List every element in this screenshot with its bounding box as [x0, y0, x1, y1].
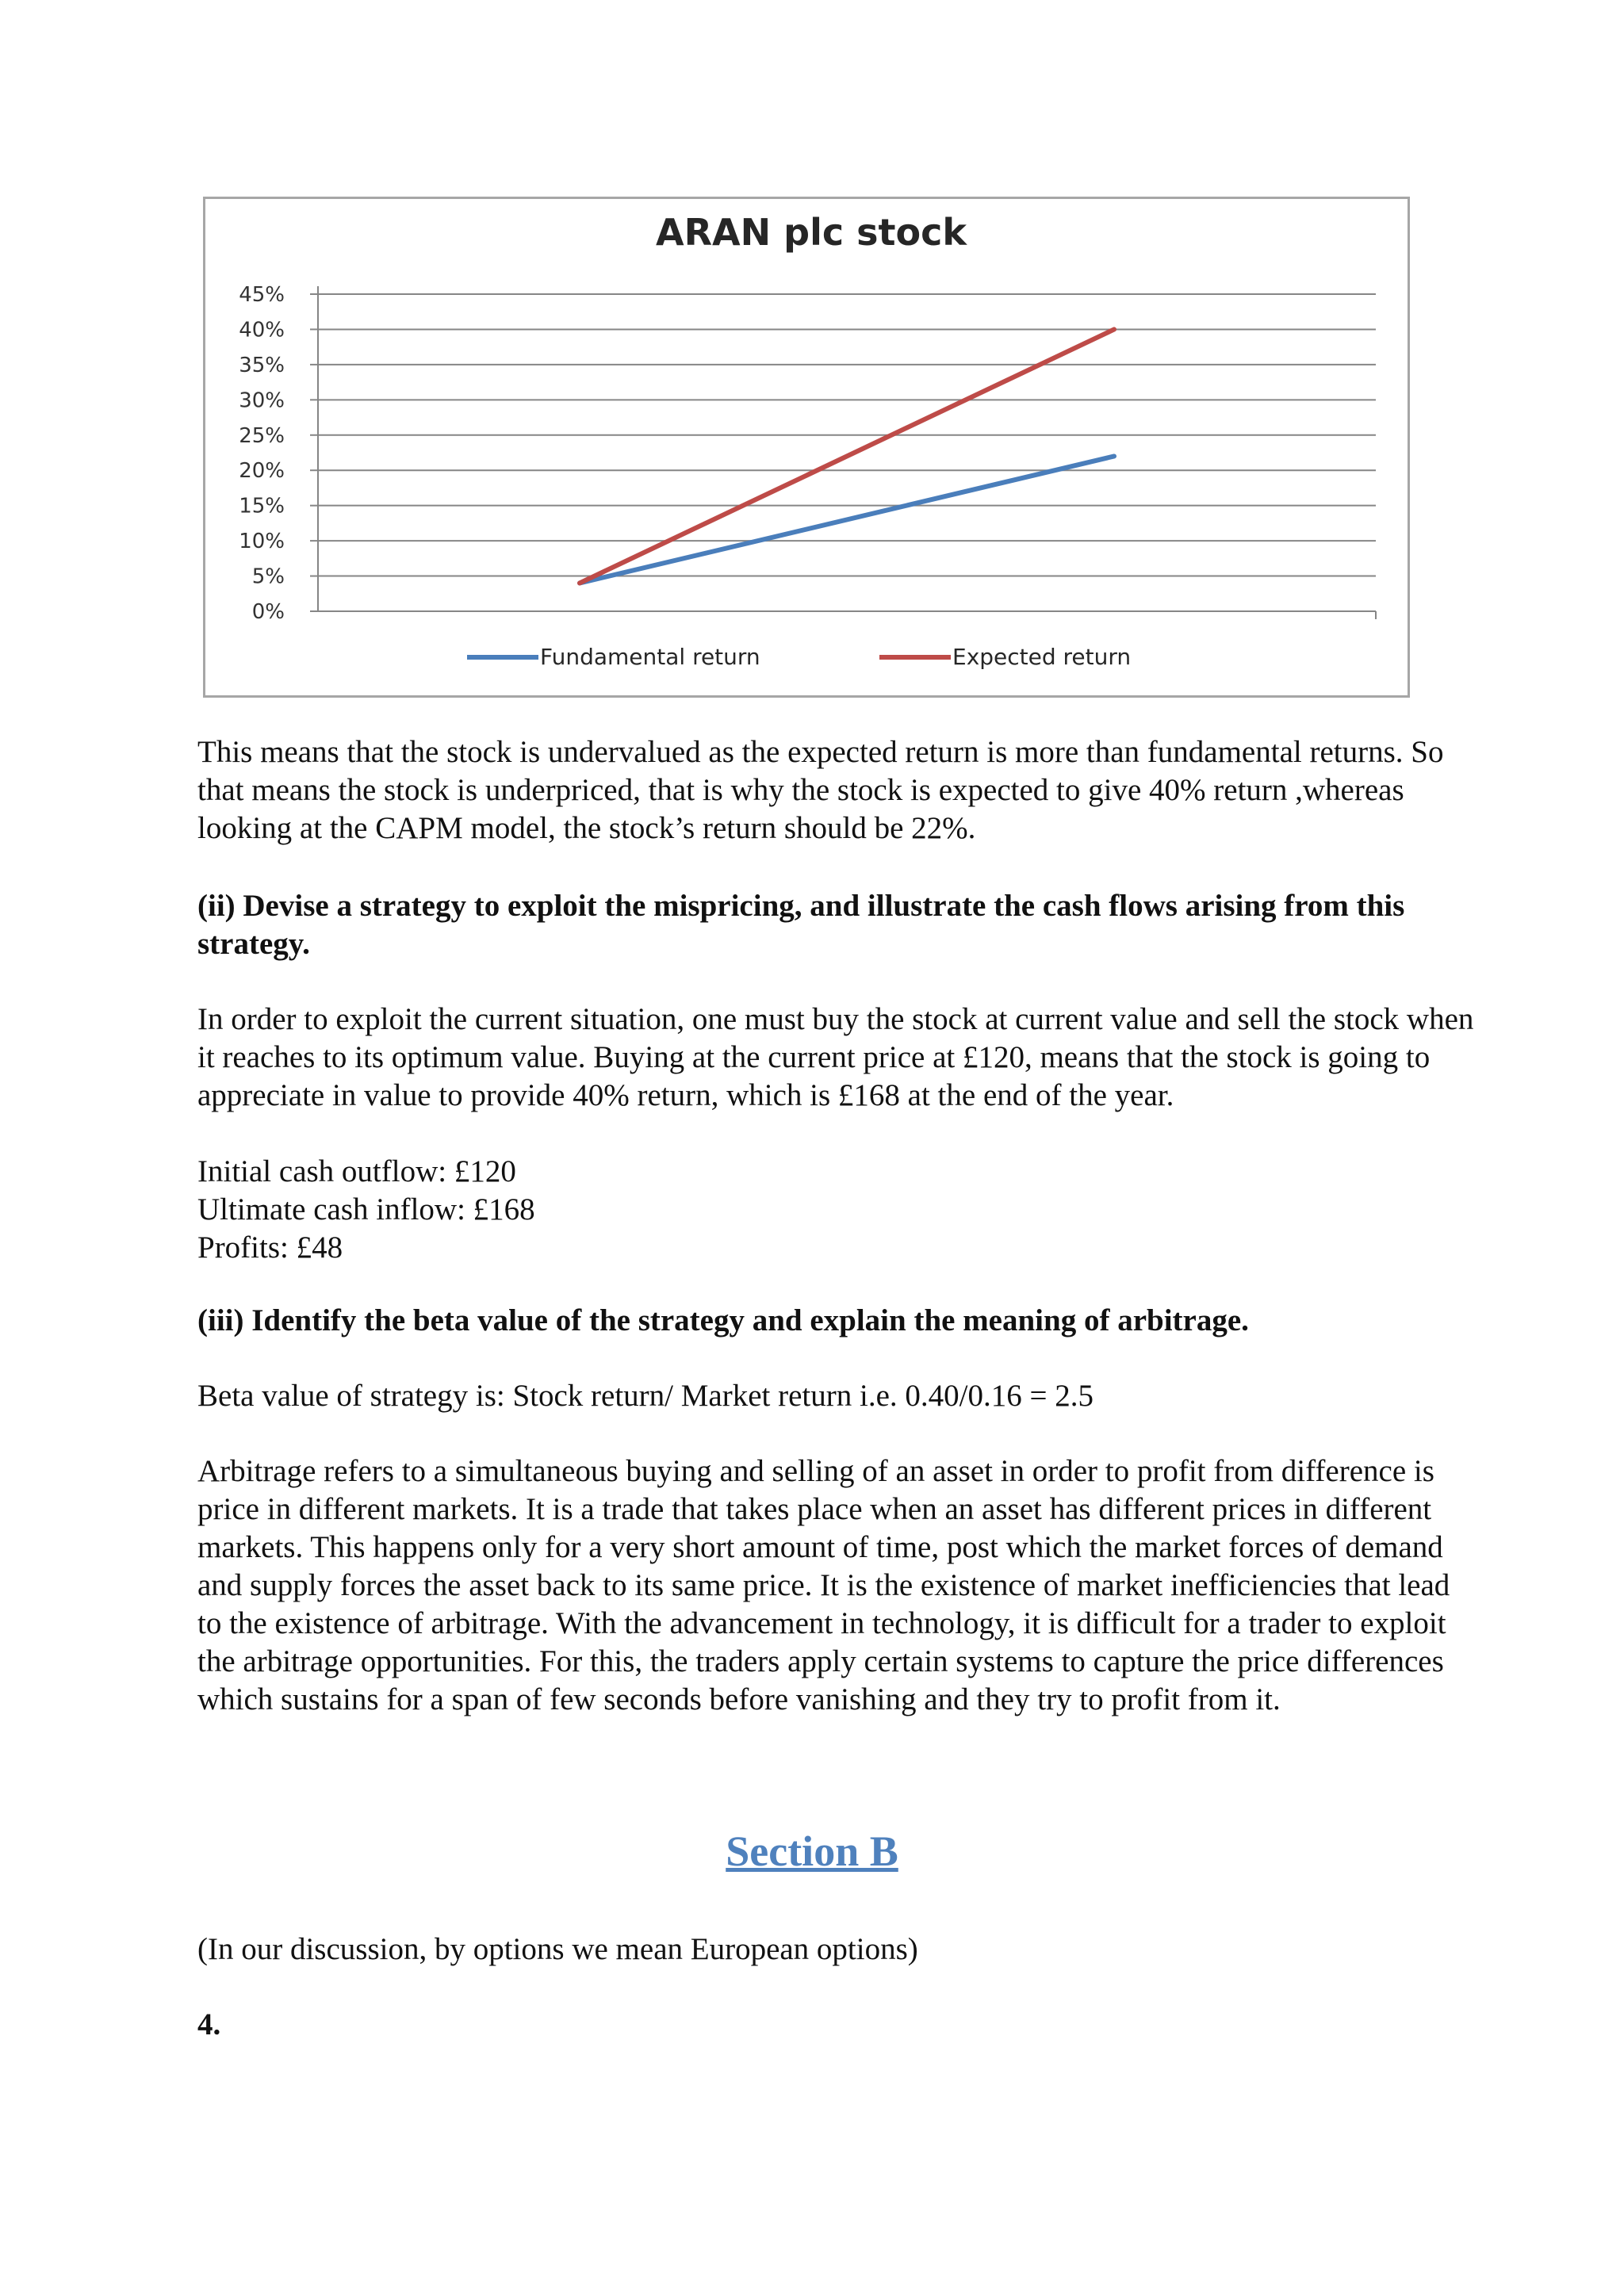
question-number: 4.	[197, 2007, 221, 2042]
aran-stock-chart	[203, 197, 1410, 698]
paragraph-arbitrage: Arbitrage refers to a simultaneous buying and selling of an asset in order to profit from difference is price in different markets. It is a trade that takes place when an asset has different prices in different markets. This happens only for a very short amount of time, post which the market forces of demand and supply forces the asset back to its same price. It is the existence of market inefficiencies that lead to the existence of arbitrage. With the advancement in technology, it is difficult for a trader to exploit the arbitrage opportunities. For this, the traders apply certain systems to capture the price differences which sustains for a span of few seconds before vanishing and they try to profit from it.	[197, 1454, 1450, 1716]
y-tick-label: 45%	[239, 283, 285, 307]
chart-grid	[310, 286, 1376, 619]
series-line-fundamental-return	[580, 456, 1114, 583]
y-axis-ticks	[239, 283, 285, 624]
chart-series	[580, 329, 1114, 583]
y-tick-label: 35%	[239, 353, 285, 377]
y-tick-label: 0%	[251, 600, 285, 624]
cash-inflow-line: Ultimate cash inflow: £168	[197, 1192, 535, 1226]
y-tick-label: 30%	[239, 388, 285, 413]
section-b-note: (In our discussion, by options we mean European options)	[197, 1932, 918, 1966]
section-b-title: Section B	[726, 1827, 898, 1875]
y-tick-label: 20%	[239, 459, 285, 484]
y-tick-label: 15%	[239, 494, 285, 519]
y-tick-label: 40%	[239, 318, 285, 342]
chart-legend	[467, 644, 1131, 670]
chart-title: ARAN plc stock	[656, 211, 967, 254]
question-ii-heading: (ii) Devise a strategy to exploit the mispricing, and illustrate the cash flows arising from this strategy.	[197, 889, 1405, 961]
cash-flow-list	[197, 1153, 1474, 1267]
legend-label: Expected return	[952, 644, 1132, 670]
y-tick-label: 25%	[239, 423, 285, 448]
question-iii-heading: (iii) Identify the beta value of the strategy and explain the meaning of arbitrage.	[197, 1303, 1249, 1337]
y-tick-label: 5%	[251, 564, 285, 589]
chart-svg	[205, 199, 1408, 695]
series-line-expected-return	[580, 329, 1114, 583]
paragraph-strategy: In order to exploit the current situation, one must buy the stock at current value and sell the stock when it reaches to its optimum value. Buying at the current price at £120, means that the stock is going to appreciate in value to provide 40% return, which is £168 at the end of the year.	[197, 1002, 1474, 1112]
paragraph-undervalued: This means that the stock is undervalued as the expected return is more than fundamental returns. So that means the stock is underpriced, that is why the stock is expected to give 40% return ,whereas looking at the CAPM model, the stock’s return should be 22%.	[197, 735, 1444, 845]
y-tick-label: 10%	[239, 530, 285, 554]
cash-outflow-line: Initial cash outflow: £120	[197, 1154, 516, 1188]
beta-value-line: Beta value of strategy is: Stock return/ Market return i.e. 0.40/0.16 = 2.5	[197, 1379, 1094, 1413]
legend-label: Fundamental return	[540, 644, 760, 670]
profits-line: Profits: £48	[197, 1230, 343, 1265]
